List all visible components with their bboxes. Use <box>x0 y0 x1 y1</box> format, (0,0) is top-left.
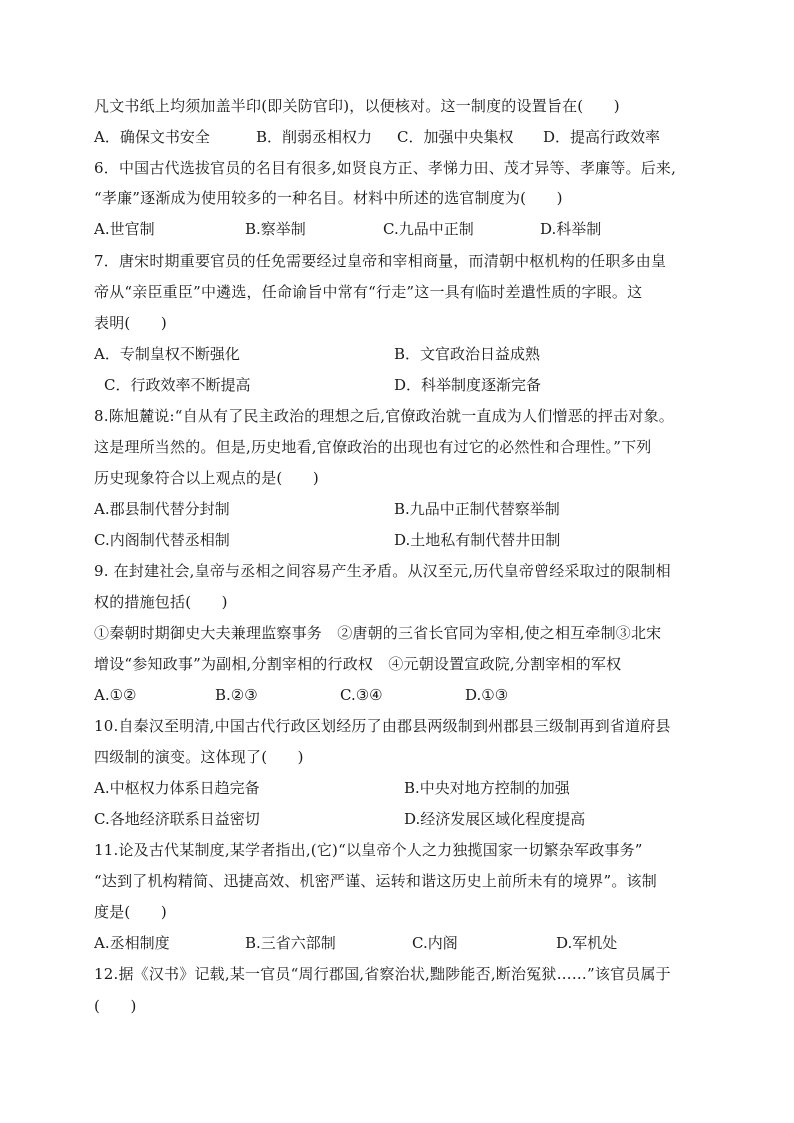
q6-option-b: B.察举制 <box>245 220 306 238</box>
q8-option-c: C.内阁制代替丞相制 <box>94 531 230 549</box>
q9-option-c: C.③④ <box>340 686 383 704</box>
q11-option-a: A.丞相制度 <box>94 934 170 952</box>
q8-stem-3: 历史现象符合以上观点的是( ) <box>94 469 319 487</box>
q10-option-d: D.经济发展区域化程度提高 <box>404 810 586 828</box>
q8-stem-1: 8.陈旭麓说:“自从有了民主政治的理想之后,官僚政治就一直成为人们憎恶的抨击对象。 <box>94 407 675 425</box>
q9-option-b: B.②③ <box>215 686 258 704</box>
q7-option-a: A．专制皇权不断强化 <box>94 345 240 363</box>
q7-option-c: C．行政效率不断提高 <box>104 376 251 394</box>
q6-stem-2: “孝廉”逐渐成为使用较多的一种名目。材料中所述的选官制度为( ) <box>94 189 563 207</box>
q5-option-c: C．加强中央集权 <box>397 128 514 146</box>
q6-option-d: D.科举制 <box>540 220 602 238</box>
q11-option-d: D.军机处 <box>556 934 618 952</box>
q8-option-d: D.土地私有制代替井田制 <box>394 531 561 549</box>
q10-option-c: C.各地经济联系日益密切 <box>94 810 260 828</box>
q7-stem-1: 7．唐宋时期重要官员的任免需要经过皇帝和宰相商量，而清朝中枢机构的任职多由皇 <box>94 252 667 270</box>
q12-stem-2: ( ) <box>94 997 137 1015</box>
q10-option-b: B.中央对地方控制的加强 <box>404 779 570 797</box>
q8-option-b: B.九品中正制代替察举制 <box>394 500 560 518</box>
q8-stem-2: 这是理所当然的。但是,历史地看,官僚政治的出现也有过它的必然性和合理性。”下列 <box>94 438 652 456</box>
q5-option-a: A．确保文书安全 <box>94 128 210 146</box>
q5-stem-tail: 凡文书纸上均须加盖半印(即关防官印)，以便核对。这一制度的设置旨在( ) <box>94 97 620 115</box>
q9-stem-1: 9. 在封建社会,皇帝与丞相之间容易产生矛盾。从汉至元,历代皇帝曾经采取过的限制相 <box>94 562 671 580</box>
q8-option-a: A.郡县制代替分封制 <box>94 500 230 518</box>
q10-stem-2: 四级制的演变。这体现了( ) <box>94 748 304 766</box>
q5-option-d: D．提高行政效率 <box>543 128 661 146</box>
q10-stem-1: 10.自秦汉至明清,中国古代行政区划经历了由郡县两级制到州郡县三级制再到省道府县 <box>94 717 671 735</box>
q9-stem-2: 权的措施包括( ) <box>94 593 228 611</box>
q12-stem-1: 12.据《汉书》记载,某一官员“周行郡国,省察治状,黜陟能否,断治冤狱……”该官员属于 <box>94 965 671 983</box>
q7-stem-3: 表明( ) <box>94 314 167 332</box>
q11-stem-2: “达到了机构精简、迅捷高效、机密严谨、运转和谐这历史上前所未有的境界”。该制 <box>94 872 657 890</box>
q7-stem-2: 帝从“亲臣重臣”中遴选，任命谕旨中常有“行走”这一具有临时差遣性质的字眼。这 <box>94 283 643 301</box>
q10-option-a: A.中枢权力体系日趋完备 <box>94 779 260 797</box>
q5-option-b: B．削弱丞相权力 <box>256 128 373 146</box>
q9-option-a: A.①② <box>94 686 137 704</box>
q7-option-b: B．文官政治日益成熟 <box>394 345 541 363</box>
q11-option-c: C.内阁 <box>412 934 458 952</box>
q9-stem-4: 增设“参知政事”为副相,分割宰相的行政权 ④元朝设置宣政院,分割宰相的军权 <box>94 655 622 673</box>
q9-option-d: D.①③ <box>465 686 509 704</box>
q6-stem-1: 6．中国古代选拔官员的名目有很多,如贤良方正、孝悌力田、茂才异等、孝廉等。后来, <box>94 159 677 177</box>
q7-option-d: D．科举制度逐渐完备 <box>394 376 542 394</box>
q9-stem-3: ①秦朝时期御史大夫兼理监察事务 ②唐朝的三省长官同为宰相,使之相互牵制③北宋 <box>94 624 662 642</box>
q6-option-a: A.世官制 <box>94 220 155 238</box>
q6-option-c: C.九品中正制 <box>383 220 474 238</box>
q11-stem-3: 度是( ) <box>94 903 167 921</box>
q11-option-b: B.三省六部制 <box>245 934 336 952</box>
q11-stem-1: 11.论及古代某制度,某学者指出,(它)“以皇帝个人之力独揽国家一切繁杂军政事务” <box>94 841 643 859</box>
